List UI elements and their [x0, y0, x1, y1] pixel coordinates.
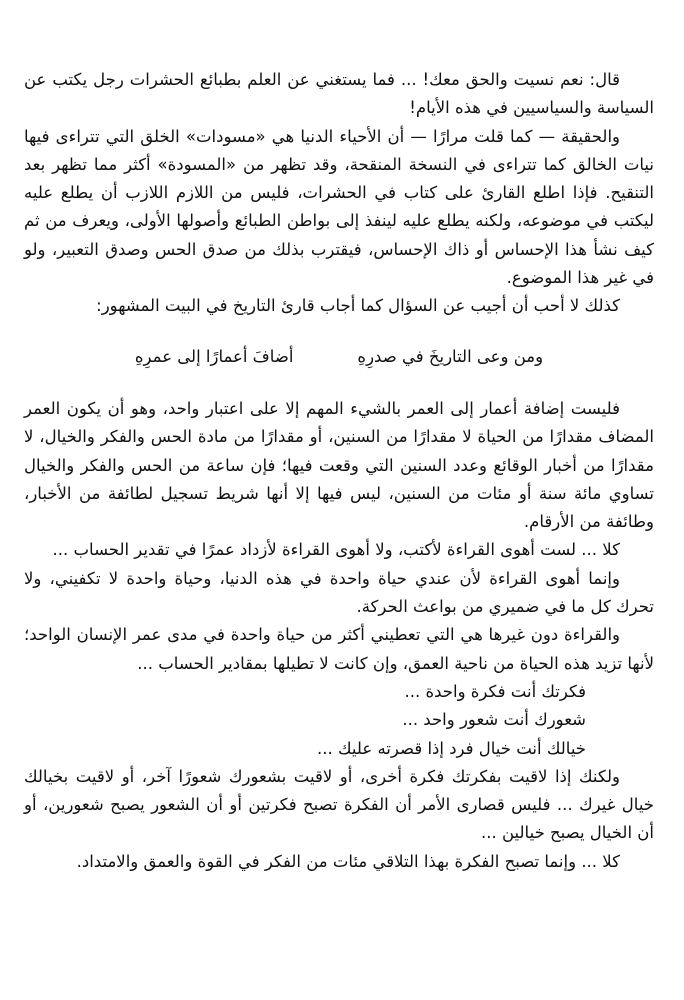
paragraph-6: وإنما أهوى القراءة لأن عندي حياة واحدة في هذه الدنيا، وحياة واحدة لا تكفيني، ولا تحرك كل ما في ضميري من بواعث الحركة.	[24, 568, 654, 617]
paragraph-4: فليست إضافة أعمار إلى العمر بالشيء المهم إلا على اعتبار واحد، وهو أن يكون العمر المضاف مقدارًا من الحياة لا مقدارًا من السنين، أو مقدارًا من مادة الحس والفكر والخيال، لا مقدارًا من أخبار الوقائع وعدد السنين التي وقعت فيها؛ فإن ساعة من الحس والفكر والخيال تساوي مائة سنة أو مئات من السنين، ليس فيها إلا أنها شريط تسجيل لطائفة من الأخبار، وطائفة من الأرقام.	[24, 398, 654, 532]
paragraph-3: كذلك لا أحب أن أجيب عن السؤال كما أجاب قارئ التاريخ في البيت المشهور:	[96, 296, 620, 316]
short-line-2: شعورك أنت شعور واحد ...	[402, 710, 586, 730]
verse-second-hemistich: أضافَ أعمارًا إلى عمرِهِ	[134, 346, 294, 366]
paragraph-2: والحقيقة — كما قلت مرارًا — أن الأحياء الدنيا هي «مسودات» الخلق التي تتراءى فيها نيات الخالق كما تتراءى في النسخة المنقحة، وقد تظهر من «المسودة» أكثر مما تظهر بعد التنقيح. فإذا اطلع القارئ على كتاب في الحشرات، فليس من اللازم اللازب أن يطلع عليه ليكتب في موضوعه، ولكنه يطلع عليه لينفذ إلى بواطن الطبائع وأصولها الأولى، ويعرف من ثم كيف نشأ هذا الإحساس أو ذاك الإحساس، فيقترب بذلك من صدق الحس وصدق التعبير، ولو في غير هذا الموضوع.	[24, 126, 654, 288]
short-line-1: فكرتك أنت فكرة واحدة ...	[404, 681, 586, 701]
short-line-3: خيالك أنت خيال فرد إذا قصرته عليك ...	[317, 738, 586, 758]
verse-first-hemistich: ومن وعى التاريخَ في صدرِهِ	[357, 346, 544, 366]
paragraph-9: كلا ... وإنما تصبح الفكرة بهذا التلاقي مئات من الفكر في القوة والعمق والامتداد.	[76, 851, 620, 871]
paragraph-8: ولكنك إذا لاقيت بفكرتك فكرة أخرى، أو لاقيت بشعورك شعورًا آخر، أو لاقيت بخيالك خيال غيرك ... فليس قصارى الأمر أن الفكرة تصبح فكرتين أو أن الشعور يصبح شعورين، أو أن الخيال يصبح خيالين ...	[24, 766, 654, 843]
paragraph-7: والقراءة دون غيرها هي التي تعطيني أكثر من حياة واحدة في مدى عمر الإنسان الواحد؛ لأنها تزيد هذه الحياة من ناحية العمق، وإن كانت لا تطيلها بمقادير الحساب ...	[24, 625, 654, 673]
paragraph-1: قال: نعم نسيت والحق معك! ... فما يستغني عن العلم بطبائع الحشرات رجل يكتب عن السياسة والسياسيين في هذه الأيام!	[24, 70, 654, 118]
poem-verse	[24, 343, 654, 371]
paragraph-5: كلا ... لست أهوى القراءة لأكتب، ولا أهوى القراءة لأزداد عمرًا في تقدير الحساب ...	[52, 540, 620, 560]
